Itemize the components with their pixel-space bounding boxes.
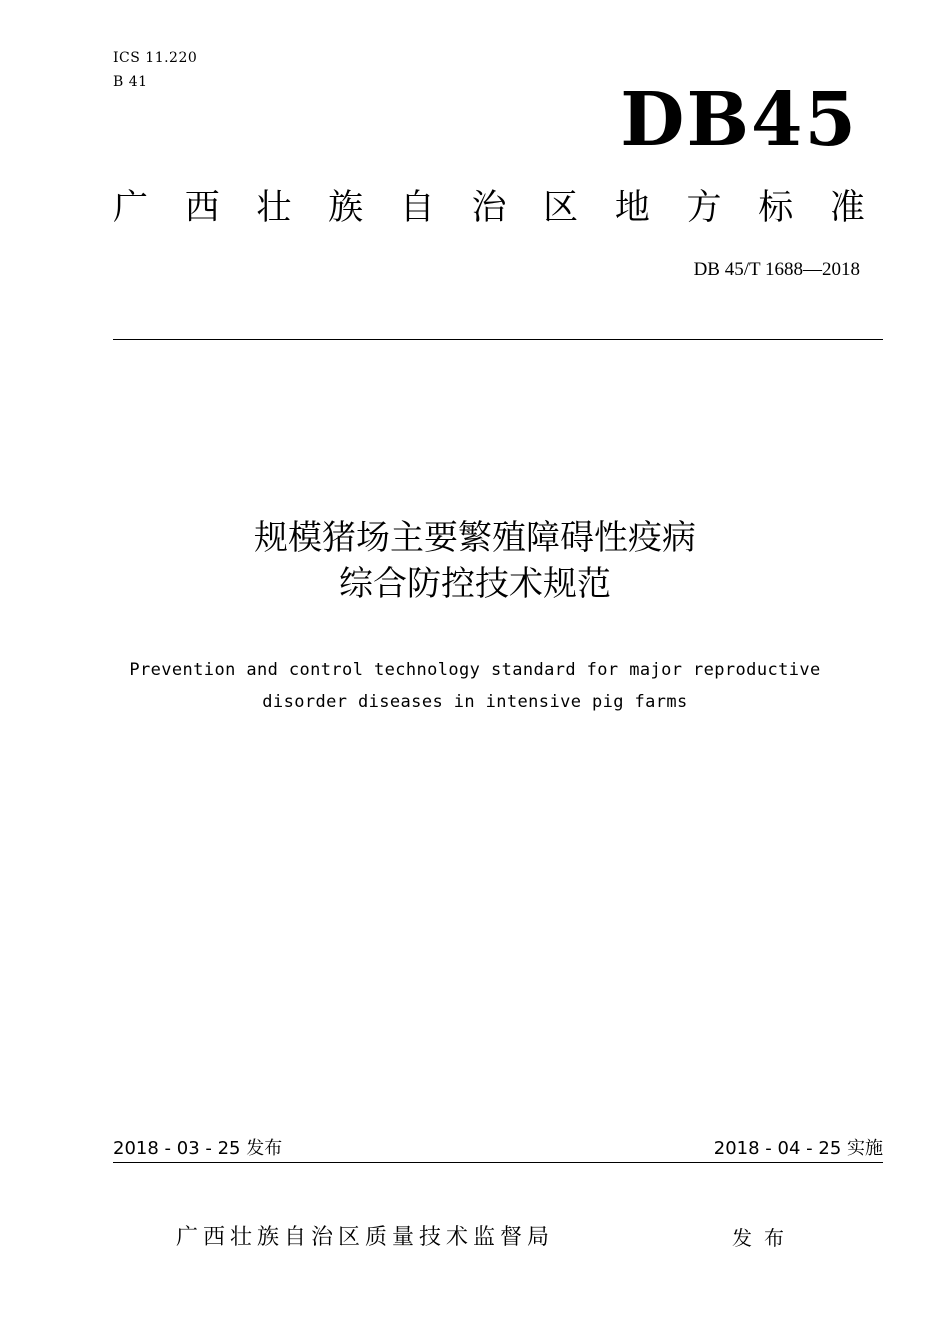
standard-type-char: 方 [686,188,722,228]
standard-type-char: 自 [399,188,435,228]
issue-label: 发布 [732,1226,796,1250]
title-chinese-line-2: 综合防控技术规范 [339,564,611,604]
standard-type-char: 广 [113,188,149,228]
standard-type-char: 地 [614,188,650,228]
standard-type-char: 准 [829,188,865,228]
standard-type-char: 壮 [256,188,292,228]
header-divider [113,339,883,340]
standard-type-char: 治 [471,188,507,228]
standard-logo: DB45 [620,77,858,163]
standard-code: DB 45/T 1688—2018 [693,259,860,280]
implementation-date: 2018 - 04 - 25 实施 [713,1138,883,1159]
footer-divider [113,1162,883,1163]
title-chinese [0,515,950,607]
title-english-line-2: disorder diseases in intensive pig farms [262,692,688,712]
standard-type-char: 区 [543,188,579,228]
ccs-code: B 41 [113,74,148,90]
issue-date: 2018 - 03 - 25 发布 [113,1138,283,1159]
ics-code: ICS 11.220 [113,50,198,66]
standard-type [113,186,865,230]
issuing-authority: 广西壮族自治区质量技术监督局 [176,1225,555,1250]
title-english [0,654,950,718]
standard-type-char: 西 [184,188,220,228]
standard-type-char: 标 [758,188,794,228]
title-chinese-line-1: 规模猪场主要繁殖障碍性疫病 [254,518,696,558]
standard-type-char: 族 [328,188,364,228]
title-english-line-1: Prevention and control technology standard for major reproductive [129,660,821,680]
